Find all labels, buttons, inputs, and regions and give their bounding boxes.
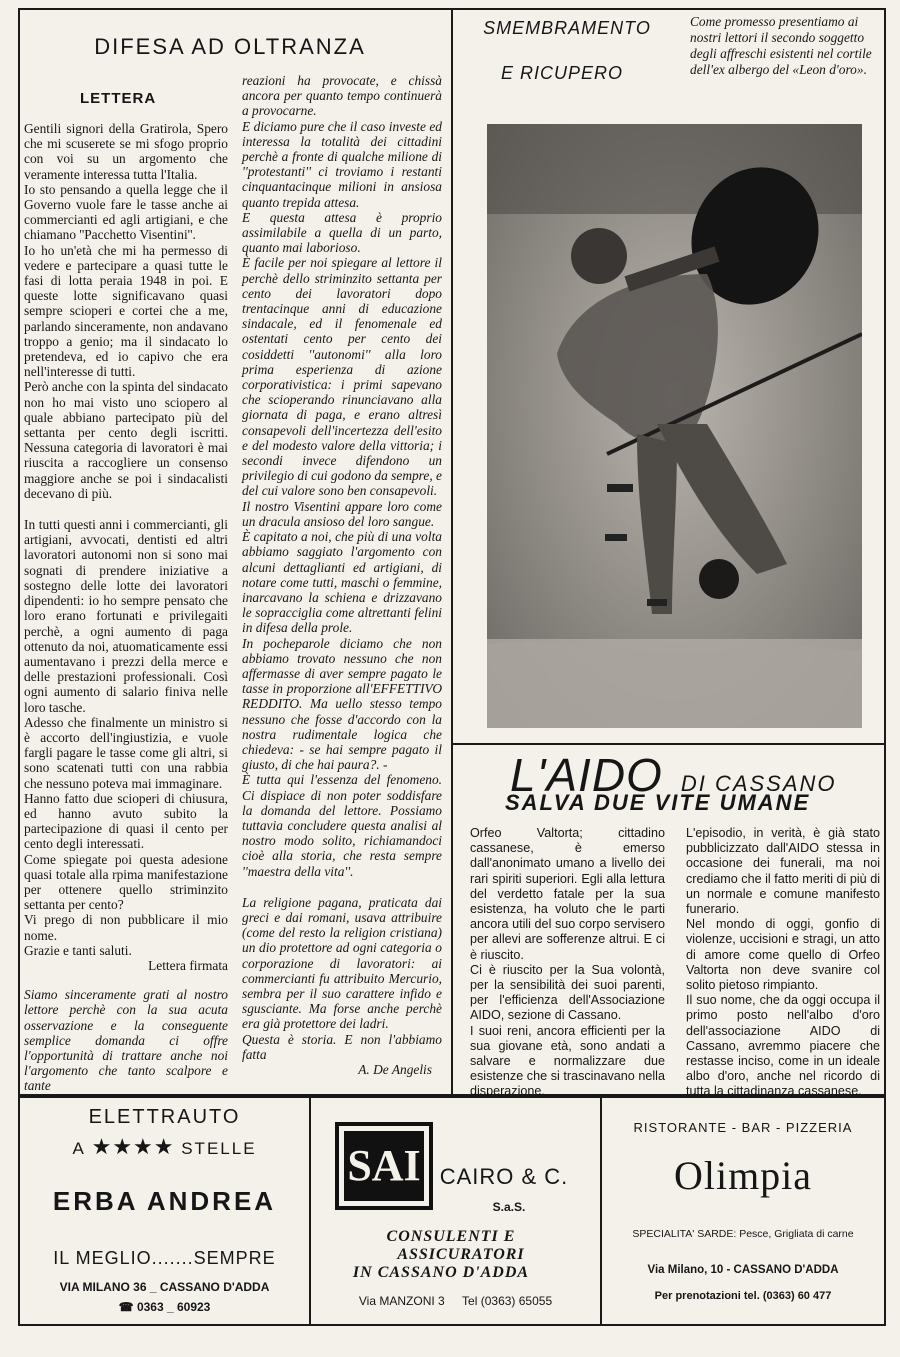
signature: Lettera firmata — [148, 957, 228, 973]
left-column-2 — [242, 73, 442, 1077]
ad2-line1: CONSULENTI E — [386, 1228, 516, 1245]
ad1-line2a: A — [72, 1139, 85, 1158]
ad2-company: CAIRO & C. — [439, 1164, 569, 1189]
ad1-name: ERBA ANDREA — [52, 1186, 277, 1216]
ad-sai — [311, 1098, 600, 1324]
right-intro: Come promesso presentiamo ai nostri lettori il secondo soggetto degli affreschi esistenti nel cortile dell'ex albergo del «Leon d'oro». — [690, 14, 872, 77]
ad2-suffix: S.a.S. — [492, 1200, 526, 1214]
aido-subheadline: SALVA DUE VITE UMANE — [505, 790, 811, 815]
paragraph: E diciamo pure che il caso investe ed interessa la totalità dei cittadini perchè a fronte di qualche milione di ''protestanti'' ci troviamo i restanti cinquantacinque milioni in ansiosa quanto trepida attesa. — [242, 118, 442, 210]
paragraph: Come spiegate poi questa adesione quasi totale alla rpima manifestazione per ottenere quello striminzito settanta per cento? — [24, 851, 228, 913]
ad2-line3: IN CASSANO D'ADDA — [352, 1264, 530, 1281]
ad2-address-line — [311, 1294, 600, 1308]
paragraph: È tutta qui l'essenza del fenomeno. Ci dispiace di non poter soddisfare la domanda del lettore. Possiamo tuttavia concludere questa analisi al nostro modo solito, richiamandoci cioè alla storia, che resta sempre ''maestra della vita''. — [242, 772, 442, 879]
left-column-1 — [24, 121, 228, 1094]
paragraph: In tutti questi anni i commercianti, gli artigiani, avvocati, dentisti ed altri lavoratori autonomi non si sono mai sognati di prendere iniziative a sostegno delle lotte dei lavoratori dipendenti: io ho sempre pensato che loro erano fortunati e privilegaiti perchè, a ogni aumento di paga ottenuto da noi, atuomaticamente essi aumentavano i prezzi della merce e delle prestazioni professionali. Così ogni aumento di salario finiva nelle loro tasche. — [24, 517, 228, 715]
ad1-phone: 0363 _ 60923 — [136, 1300, 211, 1314]
paragraph: La religione pagana, praticata dai greci e dai romani, usava attribuire (come del resto la religion cristiana) un dio protettore ad ogni categoria o corporazione di lavoratori: ai commercianti fu attribuito Mercurio, sembra per il suo carattere infido e sgusciante. Ma forse anche perchè era già protettore dei ladri. — [242, 894, 442, 1032]
sai-logo — [335, 1122, 433, 1210]
ad2-tel: Tel (0363) 65055 — [462, 1294, 553, 1308]
aido-column-2: L'episodio, in verità, è già stato pubblicizzato dall'AIDO stessa in occasione dei funerali, ma noi crediamo che il fatto meriti di più di un normale e comune manifesto funerario. Nel mondo di oggi, gonfio di violenze, uccisioni e stragi, un atto di amore come quello di Orfeo Valtorta non deve svanire col solito pietoso rimpianto. Il suo nome, che da oggi occupa il primo posto nell'albo d'oro dell'associazione AIDO di Cassano, avremmo piacere che restasse inciso, come in un ideale albo d'oro, anche nel ricordo di tutta la cittadinanza cassanese. — [686, 826, 880, 1099]
ad3-header: RISTORANTE - BAR - PIZZERIA — [633, 1120, 853, 1135]
aido-divider — [451, 743, 886, 745]
star-icons: ★★★★ — [91, 1134, 175, 1159]
aido-headline-big: L'AIDO — [510, 749, 663, 801]
ad3-address: Via Milano, 10 - CASSANO D'ADDA — [647, 1264, 839, 1276]
aido-column-1: Orfeo Valtorta; cittadino cassanese, è emerso dall'anonimato umano a livello dei rari spiriti superiori. Egli alla lettura del verdetto fatale per la sua esistenza, ha voluto che le parti ancora utili del suo corpo servisero per allevi are sofferenze altrui. E ci è riuscito. Ci è riuscito per la Sua volontà, per la sensibilità dei suoi parenti, per l'efficienza dell'Associazione AIDO, sezione di Cassano. I suoi reni, ancora efficienti per la sua giovane età, sono andati a salvare e normalizzare due esistenze che si trascinavano nella disperazione. — [470, 826, 665, 1099]
paragraph: reazioni ha provocate, e chissà ancora per quanto tempo continuerà a provocarne. — [242, 73, 442, 119]
paragraph: Io ho un'età che mi ha permesso di vedere e partecipare a quasi tutte le fasi di lotta peraia 1948 in poi. E queste lotte significavano quasi sempre scioperi e cortei che a me, parlando sinceramente, non andavano troppo a genio; ma il sindacato lo pretendeva, ed io capivo che era nell'interesse di tutti. — [24, 242, 228, 380]
paragraph: Vi prego di non pubblicare il mio nome. — [24, 912, 228, 943]
ad1-phone-line — [20, 1300, 309, 1314]
left-subhead: LETTERA — [80, 90, 157, 107]
paragraph: Adesso che finalmente un ministro si è accorto dell'ingiustizia, e vuole fargli pagare le tasse come gli altri, si sono scatenati tutti con una rabbia che nessuno poteva mai immaginare. — [24, 714, 228, 791]
paragraph: È facile per noi spiegare al lettore il perchè dello striminzito settanta per cento dei lavoratori dopo trentacinque anni di educazione sindacale, ed il fenomenale ed ostentati cento per cento dei cosiddetti ''autonomi'' alla loro prima esperienza di azione corporativistica: i primi sapevano che scioperando rinunciavano alla giornata di paga, e erano altresì consapevoli dell'incertezza dell'esito e del modesto valore della vittoria; i secondi invece difendono un privilegio di cui godono da sempre, e del cui valore sono ben consapevoli. — [242, 255, 442, 499]
ad1-stars-line — [20, 1134, 309, 1160]
paragraph: È capitato a noi, che più di una volta abbiamo saggiato l'argomento con alcuni dettaglianti ed artigiani, di notare come tutti, maschi o femmine, inarcavano la schiena e drizzavano le sopracciglia come altrettanti felini in difesa della prole. — [242, 529, 442, 636]
paragraph: Il nostro Visentini appare loro come un dracula ansioso del loro sangue. — [242, 498, 442, 529]
paragraph: Gentili signori della Gratirola, Spero che mi scuserete se mi sfogo proprio con voi su un argomento che veramente interessa tutta l'Italia. — [24, 121, 228, 182]
fresco-photo — [487, 124, 862, 728]
ad1-slogan: IL MEGLIO.......SEMPRE — [53, 1248, 276, 1268]
ad3-specialty: SPECIALITA' SARDE: Pesce, Grigliata di carne — [632, 1228, 854, 1240]
paragraph: Grazie e tanti saluti. — [24, 942, 132, 958]
paragraph: In pocheparole diciamo che non abbiamo trovato nessuno che non affermasse di aver sempre pagato le tasse in proporzione all'EFFETTIVO REDDITO. Ma uello stesso tempo nessuno che fosse d'accordo con la nostra rudimentale logica che chiedeva: - se hai sempre pagato il giusto, di che hai paura?. - — [242, 635, 442, 773]
author: A. De Angelis — [358, 1062, 432, 1077]
ad2-address: MANZONI 3 — [379, 1294, 445, 1308]
sai-logo-text: SAI — [347, 1141, 421, 1190]
ad-olimpia — [602, 1098, 884, 1324]
ad3-name: Olimpia — [673, 1153, 813, 1198]
ad2-line2: ASSICURATORI — [397, 1246, 525, 1263]
reply-paragraph: Siamo sinceramente grati al nostro lettore perchè con la sua acuta osservazione e la conseguente semplice domanda ci offre l'opportunità di trattare anche noi l'argomento che tanto scalpore e tante — [24, 987, 228, 1094]
ad1-line2b: STELLE — [181, 1139, 257, 1158]
telephone-icon: ☎ — [118, 1300, 134, 1314]
left-headline: DIFESA AD OLTRANZA — [94, 34, 366, 59]
right-title-line2: E RICUPERO — [500, 63, 624, 83]
paragraph: Però anche con la spinta del sindacato non ho mai visto uno sciopero al quale abbiano partecipato più del settanta per cento degli iscritti. Nessuna categoria di lavoratori è mai riuscita a raccogliere un consenso maggiore anche se poi i sindacalisti decevano di più. — [24, 379, 228, 501]
ad3-booking: Per prenotazioni tel. (0363) 60 477 — [654, 1290, 832, 1302]
ad1-line1: ELETTRAUTO — [88, 1106, 241, 1128]
right-title-line1: SMEMBRAMENTO — [483, 18, 651, 38]
paragraph: E questa attesa è proprio assimilabile a quella di un parto, quanto mai laborioso. — [242, 209, 442, 256]
aido-headline-mid: DI CASSANO — [680, 771, 837, 796]
paragraph: Io sto pensando a quella legge che il Governo vuole fare le tasse anche ai commercianti ed agli artigiani, e che chiamano ''Pacchetto Visentini''. — [24, 181, 228, 243]
fresco-image — [487, 124, 862, 728]
paragraph: Hanno fatto due scioperi di chiusura, ed hanno avuto subito la partecipazione di quasi il cento per cento degli interessati. — [24, 790, 228, 852]
column-divider — [451, 8, 453, 1096]
ad1-address: VIA MILANO 36 _ CASSANO D'ADDA — [59, 1280, 270, 1294]
paragraph: Questa è storia. E non l'abbiamo fatta — [242, 1031, 442, 1062]
ad-elettrauto — [20, 1098, 309, 1324]
ad2-address-label: Via — [358, 1294, 377, 1308]
